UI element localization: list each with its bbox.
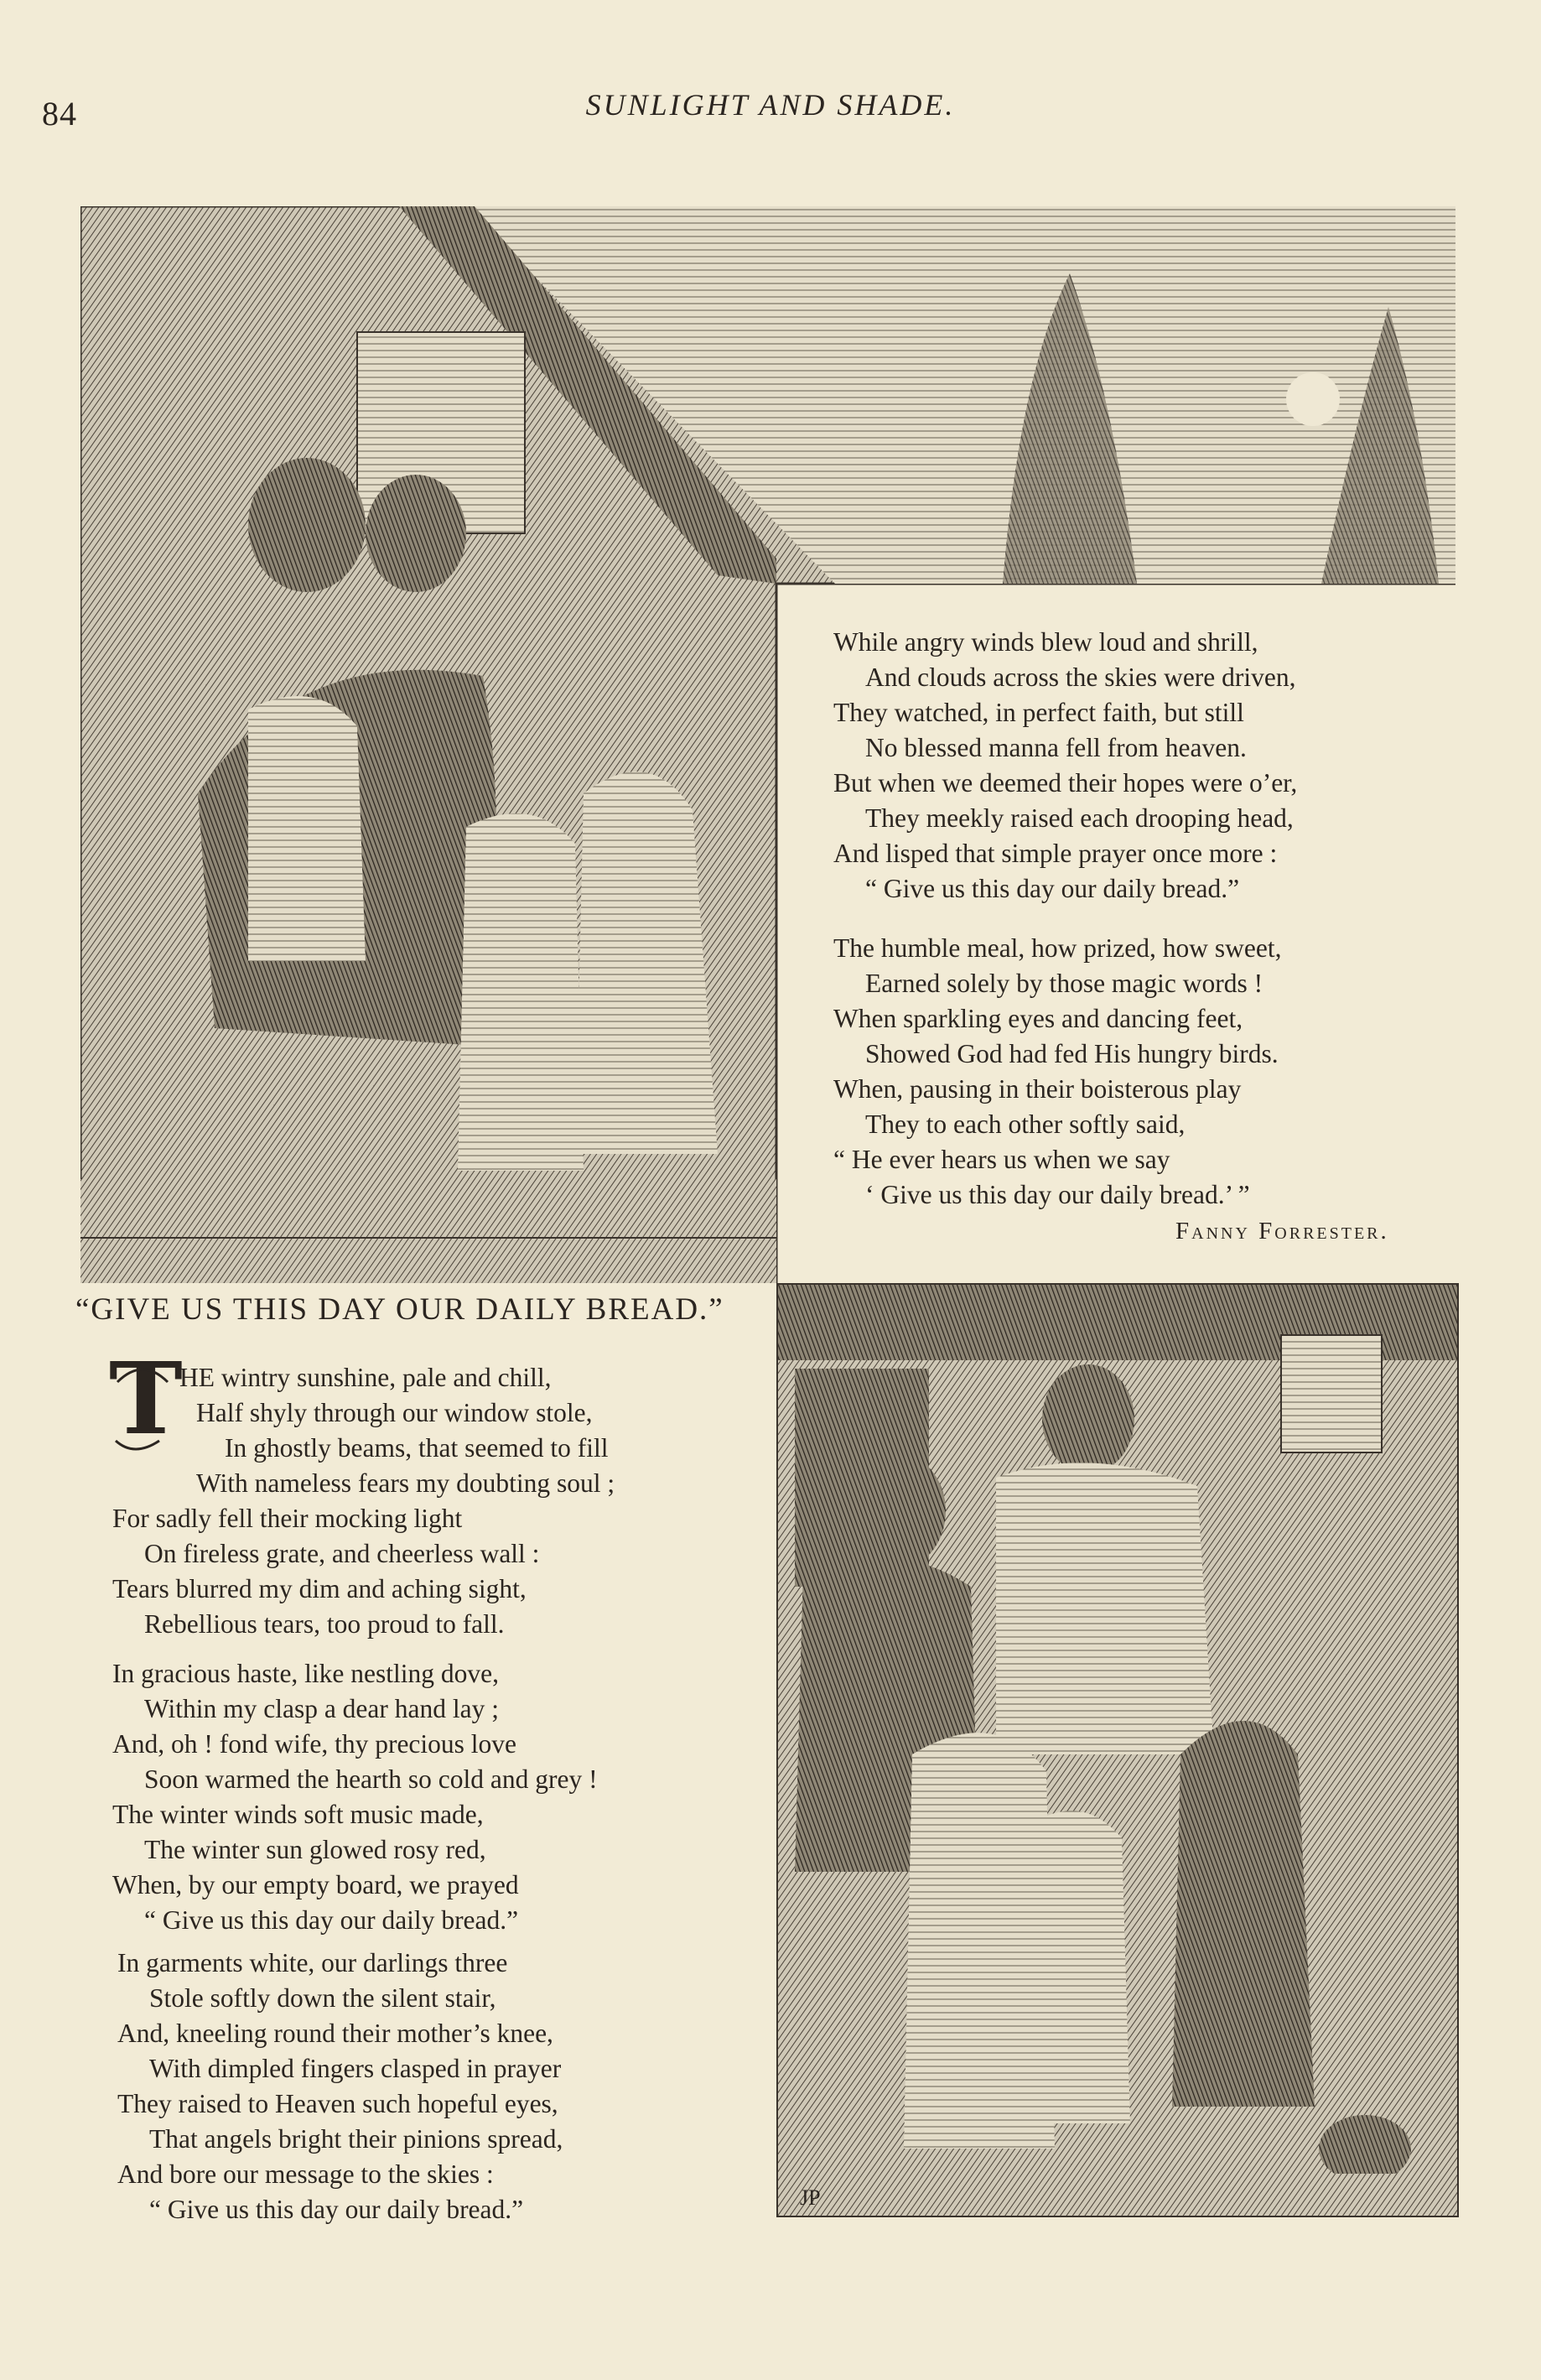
- poem-line: In gracious haste, like nestling dove,: [112, 1659, 500, 1688]
- poem-line: HE wintry sunshine, pale and chill,: [179, 1363, 552, 1392]
- poem-line: And lisped that simple prayer once more :: [833, 839, 1278, 868]
- poem-line: The winter sun glowed rosy red,: [144, 1835, 486, 1864]
- poem-line: They raised to Heaven such hopeful eyes,: [117, 2089, 558, 2118]
- poem-line: They watched, in perfect faith, but still: [833, 698, 1244, 727]
- stanza-1: [112, 1360, 615, 1642]
- page-number: 84: [42, 95, 77, 133]
- stanza-2: [112, 1656, 598, 1938]
- poem-line: They to each other softly said,: [865, 1109, 1186, 1139]
- poem-line: “ He ever hears us when we say: [833, 1145, 1170, 1174]
- engraving-family-meal: [776, 1283, 1459, 2217]
- poem-line: Earned solely by those magic words !: [865, 969, 1263, 998]
- poem-line: Soon warmed the hearth so cold and grey !: [144, 1764, 598, 1794]
- poem-line: Rebellious tears, too proud to fall.: [144, 1609, 505, 1639]
- poem-line: ‘ Give us this day our daily bread.’ ”: [865, 1180, 1250, 1209]
- poem-line: Half shyly through our window stole,: [196, 1398, 593, 1427]
- poem-line: While angry winds blew loud and shrill,: [833, 627, 1258, 657]
- poem-line: The winter winds soft music made,: [112, 1800, 484, 1829]
- engraver-monogram: JP: [800, 2185, 821, 2210]
- poem-line: Within my clasp a dear hand lay ;: [144, 1694, 499, 1723]
- poem-line: When, by our empty board, we prayed: [112, 1870, 519, 1899]
- poem-line: And bore our message to the skies :: [117, 2159, 494, 2189]
- drop-cap-letter: T: [109, 1340, 183, 1457]
- poem-line: “ Give us this day our daily bread.”: [149, 2195, 524, 2224]
- poem-line: The humble meal, how prized, how sweet,: [833, 933, 1282, 963]
- poem-line: “ Give us this day our daily bread.”: [865, 874, 1240, 903]
- running-title: SUNLIGHT AND SHADE.: [585, 88, 956, 122]
- poem-line: In ghostly beams, that seemed to fill: [225, 1433, 609, 1463]
- poem-line: Stole softly down the silent stair,: [149, 1983, 496, 2013]
- poem-line: “ Give us this day our daily bread.”: [144, 1905, 519, 1935]
- poem-title: “GIVE US THIS DAY OUR DAILY BREAD.”: [75, 1292, 724, 1327]
- poem-line: With nameless fears my doubting soul ;: [196, 1468, 615, 1498]
- poem-line: But when we deemed their hopes were o’er,: [833, 768, 1298, 798]
- poem-line: When sparkling eyes and dancing feet,: [833, 1004, 1243, 1033]
- poem-line: They meekly raised each drooping head,: [865, 803, 1294, 833]
- poem-line: And, kneeling round their mother’s knee,: [117, 2019, 553, 2048]
- poem-line: That angels bright their pinions spread,: [149, 2124, 563, 2154]
- poem-line: On fireless grate, and cheerless wall :: [144, 1539, 540, 1568]
- poem-line: And clouds across the skies were driven,: [865, 663, 1296, 692]
- poem-line: Tears blurred my dim and aching sight,: [112, 1574, 527, 1603]
- poem-line: Showed God had fed His hungry birds.: [865, 1039, 1279, 1068]
- author-signature: Fanny Forrester.: [1175, 1218, 1389, 1245]
- stanza-4: [833, 625, 1297, 907]
- poem-line: With dimpled fingers clasped in prayer: [149, 2054, 562, 2083]
- stanza-3: [117, 1946, 563, 2227]
- poem-line: And, oh ! fond wife, thy precious love: [112, 1729, 517, 1759]
- poem-line: For sadly fell their mocking light: [112, 1504, 463, 1533]
- stanza-5: [833, 931, 1281, 1213]
- poem-line: In garments white, our darlings three: [117, 1948, 508, 1977]
- poem-line: When, pausing in their boisterous play: [833, 1074, 1242, 1104]
- poem-line: No blessed manna fell from heaven.: [865, 733, 1247, 762]
